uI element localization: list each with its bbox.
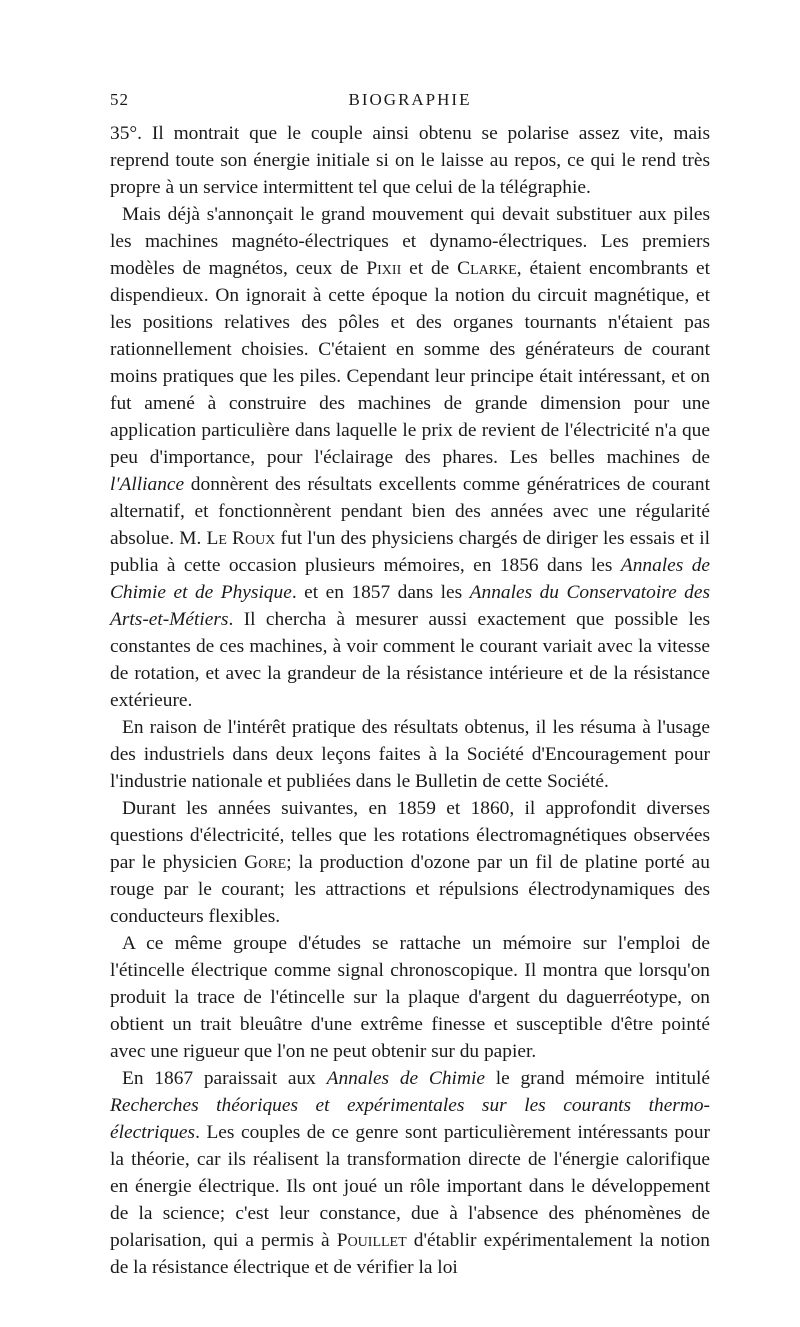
page-number: 52 [110,90,129,109]
text-run: donnèrent des résultats excellents comme génératrices de courant alternatif, et fonctionnèrent pendant bien des années avec une régularité absolue. M. [110,474,710,549]
text-run: . Il chercha à mesurer aussi exactement que possible les constantes de ces machines, à voir comment le courant variait avec la vitesse de rotation, et avec la grandeur de la résistance intérieure et de la résistance extérieure. [110,609,710,711]
person-name: Gore [244,852,287,873]
person-name: Pixii [366,258,402,279]
text-run: A ce même groupe d'études se rattache un mémoire sur l'emploi de l'étincelle électrique comme signal chronoscopique. Il montra que lorsqu'on produit la trace de l'étincelle sur la plaque d'argent du daguerréotype, on obtient un trait bleuâtre d'une extrême finesse et susceptible d'être pointé avec une rigueur que l'on ne peut obtenir sur du papier. [110,933,710,1062]
body-text [110,120,710,1281]
text-run: et de [401,258,458,279]
text-run: En 1867 paraissait aux [122,1068,327,1089]
person-name: Clarke [457,258,517,279]
paragraph [110,714,710,795]
text-run: d'établir expérimentalement la notion de la résistance électrique et de vérifier la loi [110,1230,711,1278]
text-run: ; la production d'ozone par un fil de platine porté au rouge par le courant; les attractions et répulsions électrodynamiques des conducteurs flexibles. [110,852,710,927]
person-name: Pouillet [336,1230,407,1251]
italic-title: Annales du Conservatoire des Arts-et-Métiers [110,582,711,630]
text-run: le grand mémoire intitulé [484,1068,711,1089]
paragraph [110,1065,710,1281]
italic-title: Recherches théoriques et expérimentales sur les courants thermo-électriques [110,1095,710,1143]
italic-title: l'Alliance [110,474,185,495]
paragraph [110,795,710,930]
text-run: , étaient encombrants et dispendieux. On ignorait à cette époque la notion du circuit magnétique, et les positions relatives des pôles et des organes tournants n'étaient pas rationnellement choisies. C'étaient en somme des générateurs de courant moins pratiques que les piles. Cependant leur principe était intéressant, et on fut amené à construire des machines de grande dimension pour une application particulière dans laquelle le prix de revient de l'électricité n'a que peu d'importance, pour l'éclairage des phares. Les belles machines de [110,258,710,468]
text-run: Mais déjà s'annonçait le grand mouvement qui devait substituer aux piles les machines magnéto-électriques et dynamo-électriques. Les premiers modèles de magnétos, ceux de [110,204,710,279]
text-run: En raison de l'intérêt pratique des résultats obtenus, il les résuma à l'usage des industriels dans deux leçons faites à la Société d'Encouragement pour l'industrie nationale et publiées dans le Bulletin de cette Société. [110,717,710,792]
page-header [110,90,710,114]
running-title: BIOGRAPHIE [348,90,472,109]
paragraph [110,201,710,714]
person-name: Le Roux [206,528,276,549]
text-run: Durant les années suivantes, en 1859 et 1860, il approfondit diverses questions d'électricité, telles que les rotations électromagnétiques observées par le physicien [110,798,710,873]
italic-title: Annales de Chimie et de Physique [110,555,710,603]
paragraph [110,120,710,201]
paragraph [110,930,710,1065]
text-run: fut l'un des physiciens chargés de diriger les essais et il publia à cette occasion plusieurs mémoires, en 1856 dans les [110,528,710,576]
italic-title: Annales de Chimie [326,1068,485,1089]
text-run: . Les couples de ce genre sont particulièrement intéressants pour la théorie, car ils réalisent la transformation directe de l'énergie calorifique en énergie électrique. Ils ont joué un rôle important dans le développement de la science; c'est leur constance, due à l'absence des phénomènes de polarisation, qui a permis à [110,1122,710,1251]
text-run: . et en 1857 dans les [291,582,470,603]
text-run: 35°. Il montrait que le couple ainsi obtenu se polarise assez vite, mais reprend toute son énergie initiale si on le laisse au repos, ce qui le rend très propre à un service intermittent tel que celui de la télégraphie. [110,123,710,198]
